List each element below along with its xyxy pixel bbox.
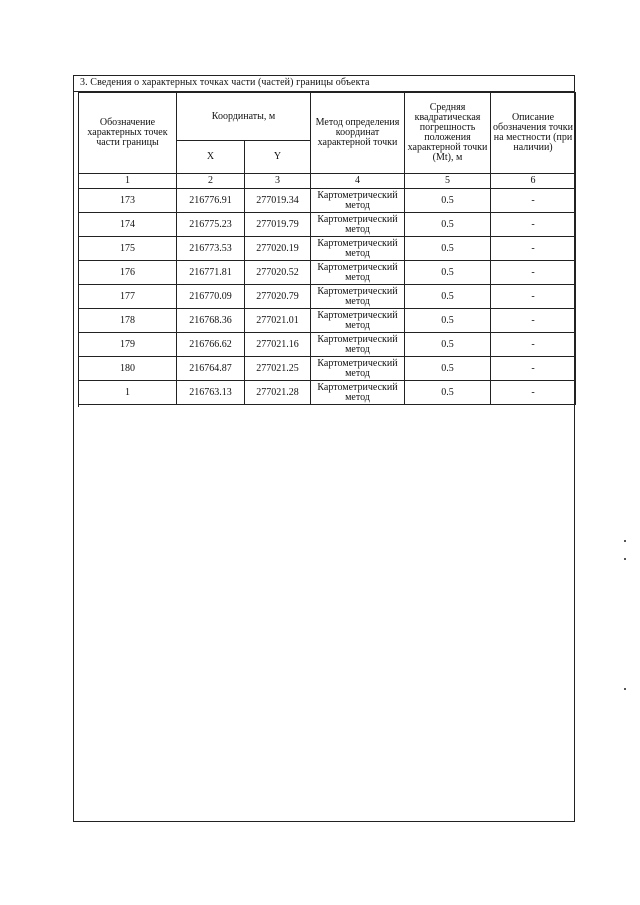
description: - (491, 213, 576, 237)
header-x: X (177, 141, 245, 174)
description: - (491, 309, 576, 333)
method: Картометрический метод (311, 357, 405, 381)
method: Картометрический метод (311, 285, 405, 309)
header-method: Метод определения координат характерной точки (311, 93, 405, 174)
method: Картометрический метод (311, 381, 405, 405)
coord-y: 277021.28 (245, 381, 311, 405)
description: - (491, 237, 576, 261)
column-number: 2 (177, 174, 245, 189)
header-point-description: Описание обозначения точки на местности (при наличии) (491, 93, 576, 174)
coord-x: 216776.91 (177, 189, 245, 213)
table-row (79, 261, 576, 285)
table-row (79, 285, 576, 309)
point-id: 177 (79, 285, 177, 309)
table-row (79, 213, 576, 237)
scan-speck (624, 540, 626, 542)
mt-value: 0.5 (405, 285, 491, 309)
column-number: 4 (311, 174, 405, 189)
method: Картометрический метод (311, 261, 405, 285)
column-number: 5 (405, 174, 491, 189)
coord-y: 277021.01 (245, 309, 311, 333)
coord-x: 216766.62 (177, 333, 245, 357)
column-number: 6 (491, 174, 576, 189)
description: - (491, 333, 576, 357)
method: Картометрический метод (311, 309, 405, 333)
mt-value: 0.5 (405, 381, 491, 405)
coord-x: 216771.81 (177, 261, 245, 285)
point-id: 174 (79, 213, 177, 237)
coord-y: 277020.79 (245, 285, 311, 309)
point-id: 179 (79, 333, 177, 357)
coord-y: 277019.79 (245, 213, 311, 237)
point-id: 178 (79, 309, 177, 333)
header-mean-square-error: Средняя квадратическая погрешность положения характерной точки (Mt), м (405, 93, 491, 174)
section-title: 3. Сведения о характерных точках части (частей) границы объекта (80, 77, 370, 88)
method: Картометрический метод (311, 237, 405, 261)
table-row (79, 309, 576, 333)
coord-x: 216764.87 (177, 357, 245, 381)
column-numbers-row (79, 174, 576, 189)
mt-value: 0.5 (405, 357, 491, 381)
coord-y: 277020.52 (245, 261, 311, 285)
point-id: 176 (79, 261, 177, 285)
header-coordinates: Координаты, м (177, 93, 311, 141)
mt-value: 0.5 (405, 261, 491, 285)
method: Картометрический метод (311, 333, 405, 357)
scan-speck (624, 558, 626, 560)
method: Картометрический метод (311, 213, 405, 237)
description: - (491, 189, 576, 213)
coord-x: 216775.23 (177, 213, 245, 237)
boundary-points-table (78, 92, 576, 405)
description: - (491, 357, 576, 381)
point-id: 175 (79, 237, 177, 261)
mt-value: 0.5 (405, 213, 491, 237)
mt-value: 0.5 (405, 237, 491, 261)
coord-y: 277021.25 (245, 357, 311, 381)
column-number: 3 (245, 174, 311, 189)
coord-x: 216770.09 (177, 285, 245, 309)
coord-y: 277020.19 (245, 237, 311, 261)
method: Картометрический метод (311, 189, 405, 213)
coord-x: 216773.53 (177, 237, 245, 261)
table-row (79, 189, 576, 213)
table-row (79, 357, 576, 381)
description: - (491, 381, 576, 405)
coord-x: 216768.36 (177, 309, 245, 333)
header-y: Y (245, 141, 311, 174)
mt-value: 0.5 (405, 189, 491, 213)
table-row (79, 333, 576, 357)
table-row (79, 237, 576, 261)
coord-x: 216763.13 (177, 381, 245, 405)
description: - (491, 285, 576, 309)
column-number: 1 (79, 174, 177, 189)
point-id: 173 (79, 189, 177, 213)
mt-value: 0.5 (405, 309, 491, 333)
coord-y: 277021.16 (245, 333, 311, 357)
description: - (491, 261, 576, 285)
header-designation: Обозначение характерных точек части границы (79, 93, 177, 174)
table-row (79, 381, 576, 405)
scan-speck (624, 688, 626, 690)
point-id: 1 (79, 381, 177, 405)
point-id: 180 (79, 357, 177, 381)
coord-y: 277019.34 (245, 189, 311, 213)
mt-value: 0.5 (405, 333, 491, 357)
